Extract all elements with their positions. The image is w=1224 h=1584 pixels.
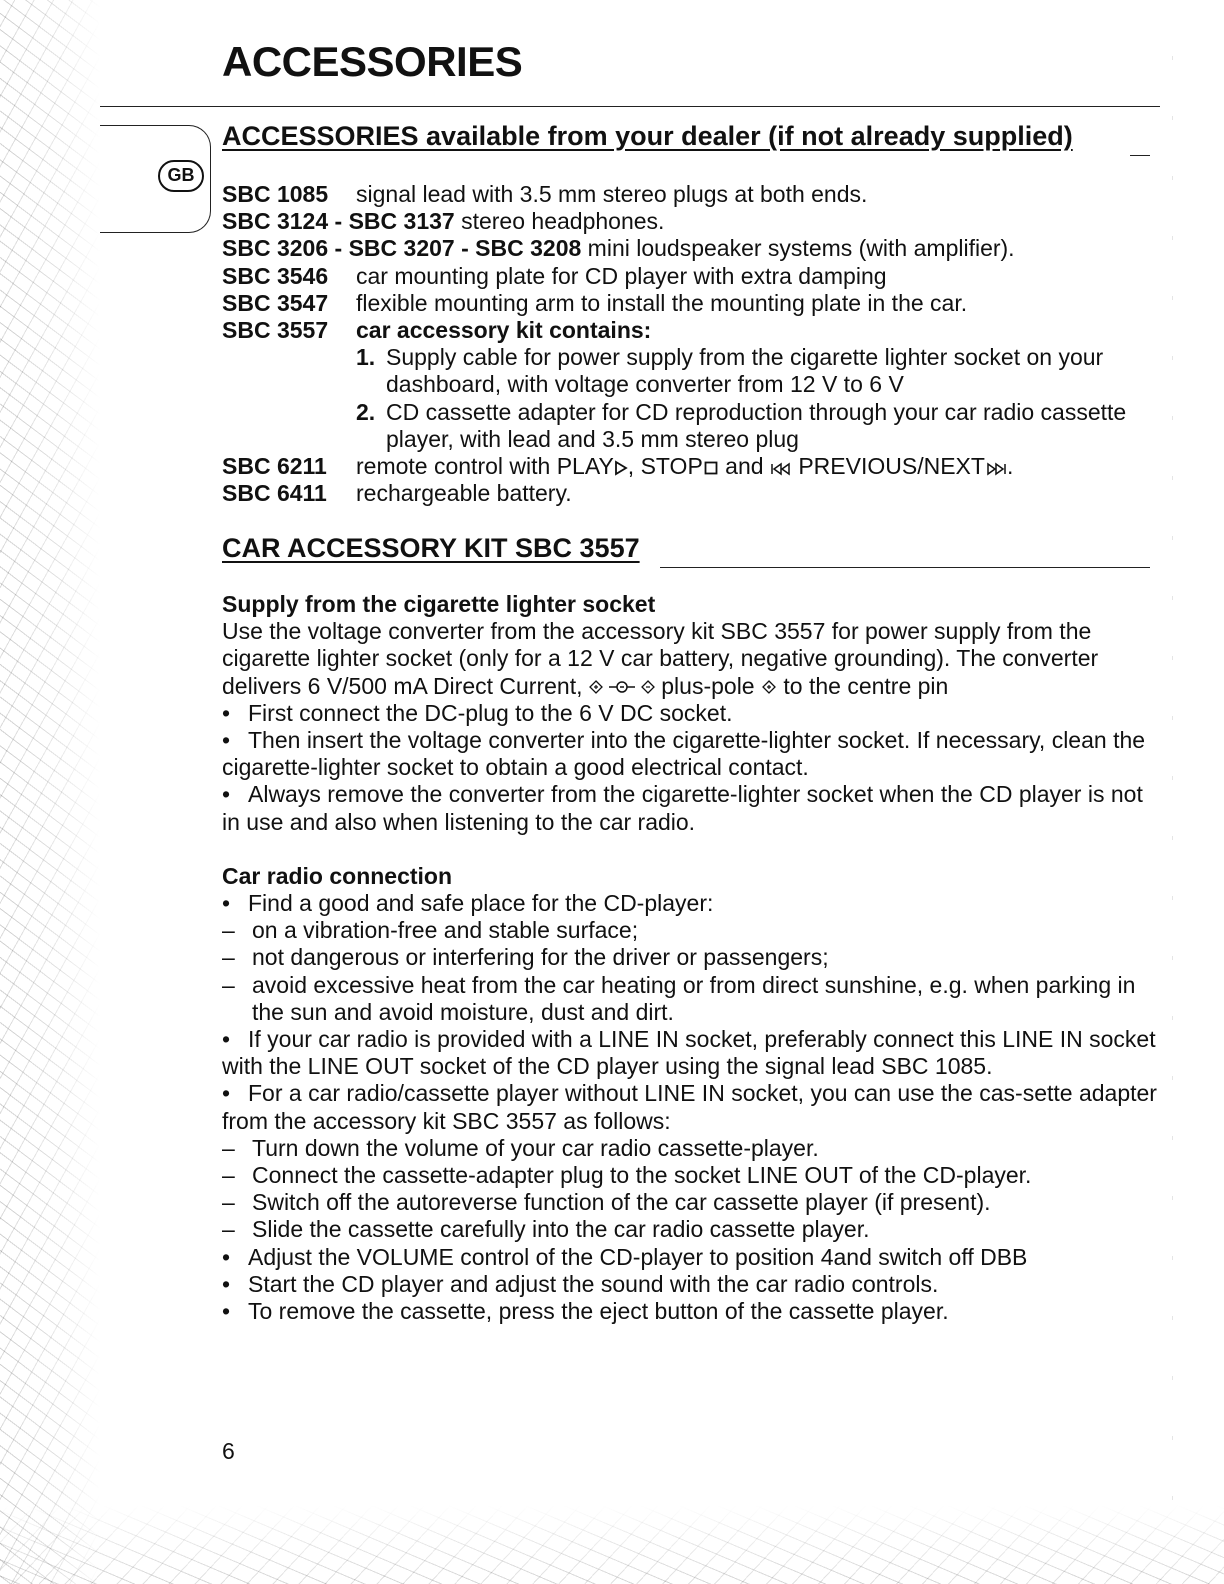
radio-subheading: Car radio connection — [222, 862, 453, 889]
radio-dash-item: – avoid excessive heat from the car heating or from direct sunshine, e.g. when parking in the sun and avoid moisture, dust and dirt. — [222, 971, 1136, 1025]
supply-paragraph — [222, 618, 1157, 700]
accessory-code: SBC 3208 — [475, 235, 582, 262]
kit-item-text: CD cassette adapter for CD reproduction through your car radio cassette player, with lead and 3.5 mm stereo plug — [386, 398, 1127, 452]
page-number: 6 — [222, 1438, 235, 1464]
code-separator: - — [328, 208, 349, 235]
accessory-desc — [356, 453, 1013, 480]
remote-text: PREVIOUS/NEXT — [791, 453, 985, 480]
kit-item — [356, 344, 1157, 398]
accessory-desc: car accessory kit contains: — [356, 317, 652, 344]
accessory-desc: rechargeable battery. — [356, 480, 572, 507]
accessory-item — [222, 453, 1157, 480]
supply-bullet: • Always remove the converter from the cigarette-lighter socket when the CD player is not in use and also when listening to the car radio. — [222, 781, 1143, 835]
accessory-code: SBC 3124 — [222, 208, 329, 235]
radio-dash-item: – not dangerous or interfering for the driver or passengers; — [222, 944, 829, 971]
scan-noise-left — [0, 0, 100, 1584]
cassette-step: – Slide the cassette carefully into the car radio cassette player. — [222, 1216, 870, 1243]
supply-text: Use the voltage converter from the accessory kit SBC 3557 for power supply from the cigarette lighter socket (only for a 12 V car battery, negative grounding). The converter delivers 6 V/500 mA Direct Current, — [222, 618, 1099, 699]
accessory-item — [222, 263, 1157, 290]
remote-text: , STOP — [627, 453, 703, 480]
kit-item-number: 2. — [356, 398, 376, 425]
radio-bullet: • If your car radio is provided with a LINE IN socket, preferably connect this LINE IN socket with the LINE OUT socket of the CD player using the signal lead SBC 1085. — [222, 1026, 1156, 1080]
accessory-desc: mini loudspeaker systems (with amplifier). — [581, 235, 1015, 262]
car-kit-heading: CAR ACCESSORY KIT SBC 3557 — [222, 533, 640, 563]
radio-bullet: • Adjust the VOLUME control of the CD-player to position 4and switch off DBB — [222, 1243, 1028, 1270]
accessory-code: SBC 3207 — [348, 235, 455, 262]
accessories-heading-rule — [1130, 155, 1150, 156]
accessory-item — [222, 290, 1157, 317]
accessory-item — [222, 181, 1157, 208]
scan-noise-right — [1160, 0, 1180, 1500]
play-icon — [614, 460, 628, 476]
car-kit-heading-rule — [660, 567, 1150, 568]
remote-text: . — [1006, 453, 1014, 480]
supply-text: plus-pole — [654, 672, 761, 699]
accessory-code: SBC 3206 — [222, 235, 329, 262]
supply-bullet: • Then insert the voltage converter into the cigarette-lighter socket. If necessary, clean the cigarette-lighter socket to obtain a good electrical contact. — [222, 727, 1146, 781]
radio-dash-item: – on a vibration-free and stable surface; — [222, 917, 639, 944]
remote-text: and — [718, 453, 770, 480]
accessory-desc: car mounting plate for CD player with extra damping — [356, 262, 887, 289]
accessory-code: SBC 3546 — [222, 262, 329, 289]
next-icon — [985, 462, 1007, 476]
cassette-step: – Switch off the autoreverse function of the car cassette player (if present). — [222, 1189, 991, 1216]
accessory-code: SBC 6411 — [222, 480, 327, 507]
radio-bullet: • For a car radio/cassette player without LINE IN socket, you can use the cas-sette adapter from the accessory kit SBC 3557 as follows: — [222, 1080, 1157, 1134]
accessory-item — [222, 480, 1157, 507]
accessory-desc: flexible mounting arm to install the mounting plate in the car. — [356, 289, 968, 316]
dc-polarity-icon — [589, 678, 655, 696]
code-separator: - — [328, 235, 349, 262]
kit-item-number: 1. — [356, 344, 376, 371]
plus-pole-icon — [761, 678, 777, 696]
accessory-code: SBC 1085 — [222, 181, 329, 207]
accessory-desc: stereo headphones. — [454, 208, 665, 235]
language-badge: GB — [158, 160, 204, 192]
supply-text: to the centre pin — [777, 672, 949, 699]
accessory-code: SBC 3137 — [348, 208, 455, 235]
cassette-step: – Turn down the volume of your car radio cassette-player. — [222, 1134, 819, 1161]
accessory-item — [222, 208, 1157, 235]
supply-bullet: • First connect the DC-plug to the 6 V DC socket. — [222, 699, 733, 726]
kit-contents — [222, 344, 1157, 453]
accessories-list — [222, 181, 1157, 507]
accessory-code: SBC 3557 — [222, 317, 329, 344]
previous-icon — [770, 462, 792, 476]
accessory-item — [222, 235, 1157, 262]
radio-bullet: • Find a good and safe place for the CD-player: — [222, 890, 714, 917]
cassette-step: – Connect the cassette-adapter plug to the socket LINE OUT of the CD-player. — [222, 1162, 1032, 1189]
accessory-code: SBC 3547 — [222, 289, 329, 316]
page-title: ACCESSORIES — [222, 38, 523, 85]
accessory-code: SBC 6211 — [222, 453, 327, 480]
accessory-item — [222, 317, 1157, 344]
accessories-heading: ACCESSORIES available from your dealer (if not already supplied) — [222, 121, 1073, 151]
supply-subheading: Supply from the cigarette lighter socket — [222, 591, 656, 617]
kit-item — [356, 399, 1157, 453]
kit-item-text: Supply cable for power supply from the cigarette lighter socket on your dashboard, with voltage converter from 12 V to 6 V — [386, 344, 1104, 398]
accessory-desc: signal lead with 3.5 mm stereo plugs at both ends. — [356, 181, 868, 207]
scan-noise-bottom — [0, 1505, 1224, 1584]
radio-bullet: • To remove the cassette, press the eject button of the cassette player. — [222, 1298, 949, 1325]
radio-bullet: • Start the CD player and adjust the sound with the car radio controls. — [222, 1270, 939, 1297]
remote-text: remote control with PLAY — [356, 453, 614, 480]
code-separator: - — [454, 235, 476, 262]
car-kit-section — [222, 591, 1157, 1325]
stop-icon — [703, 460, 719, 476]
title-rule — [100, 106, 1160, 107]
